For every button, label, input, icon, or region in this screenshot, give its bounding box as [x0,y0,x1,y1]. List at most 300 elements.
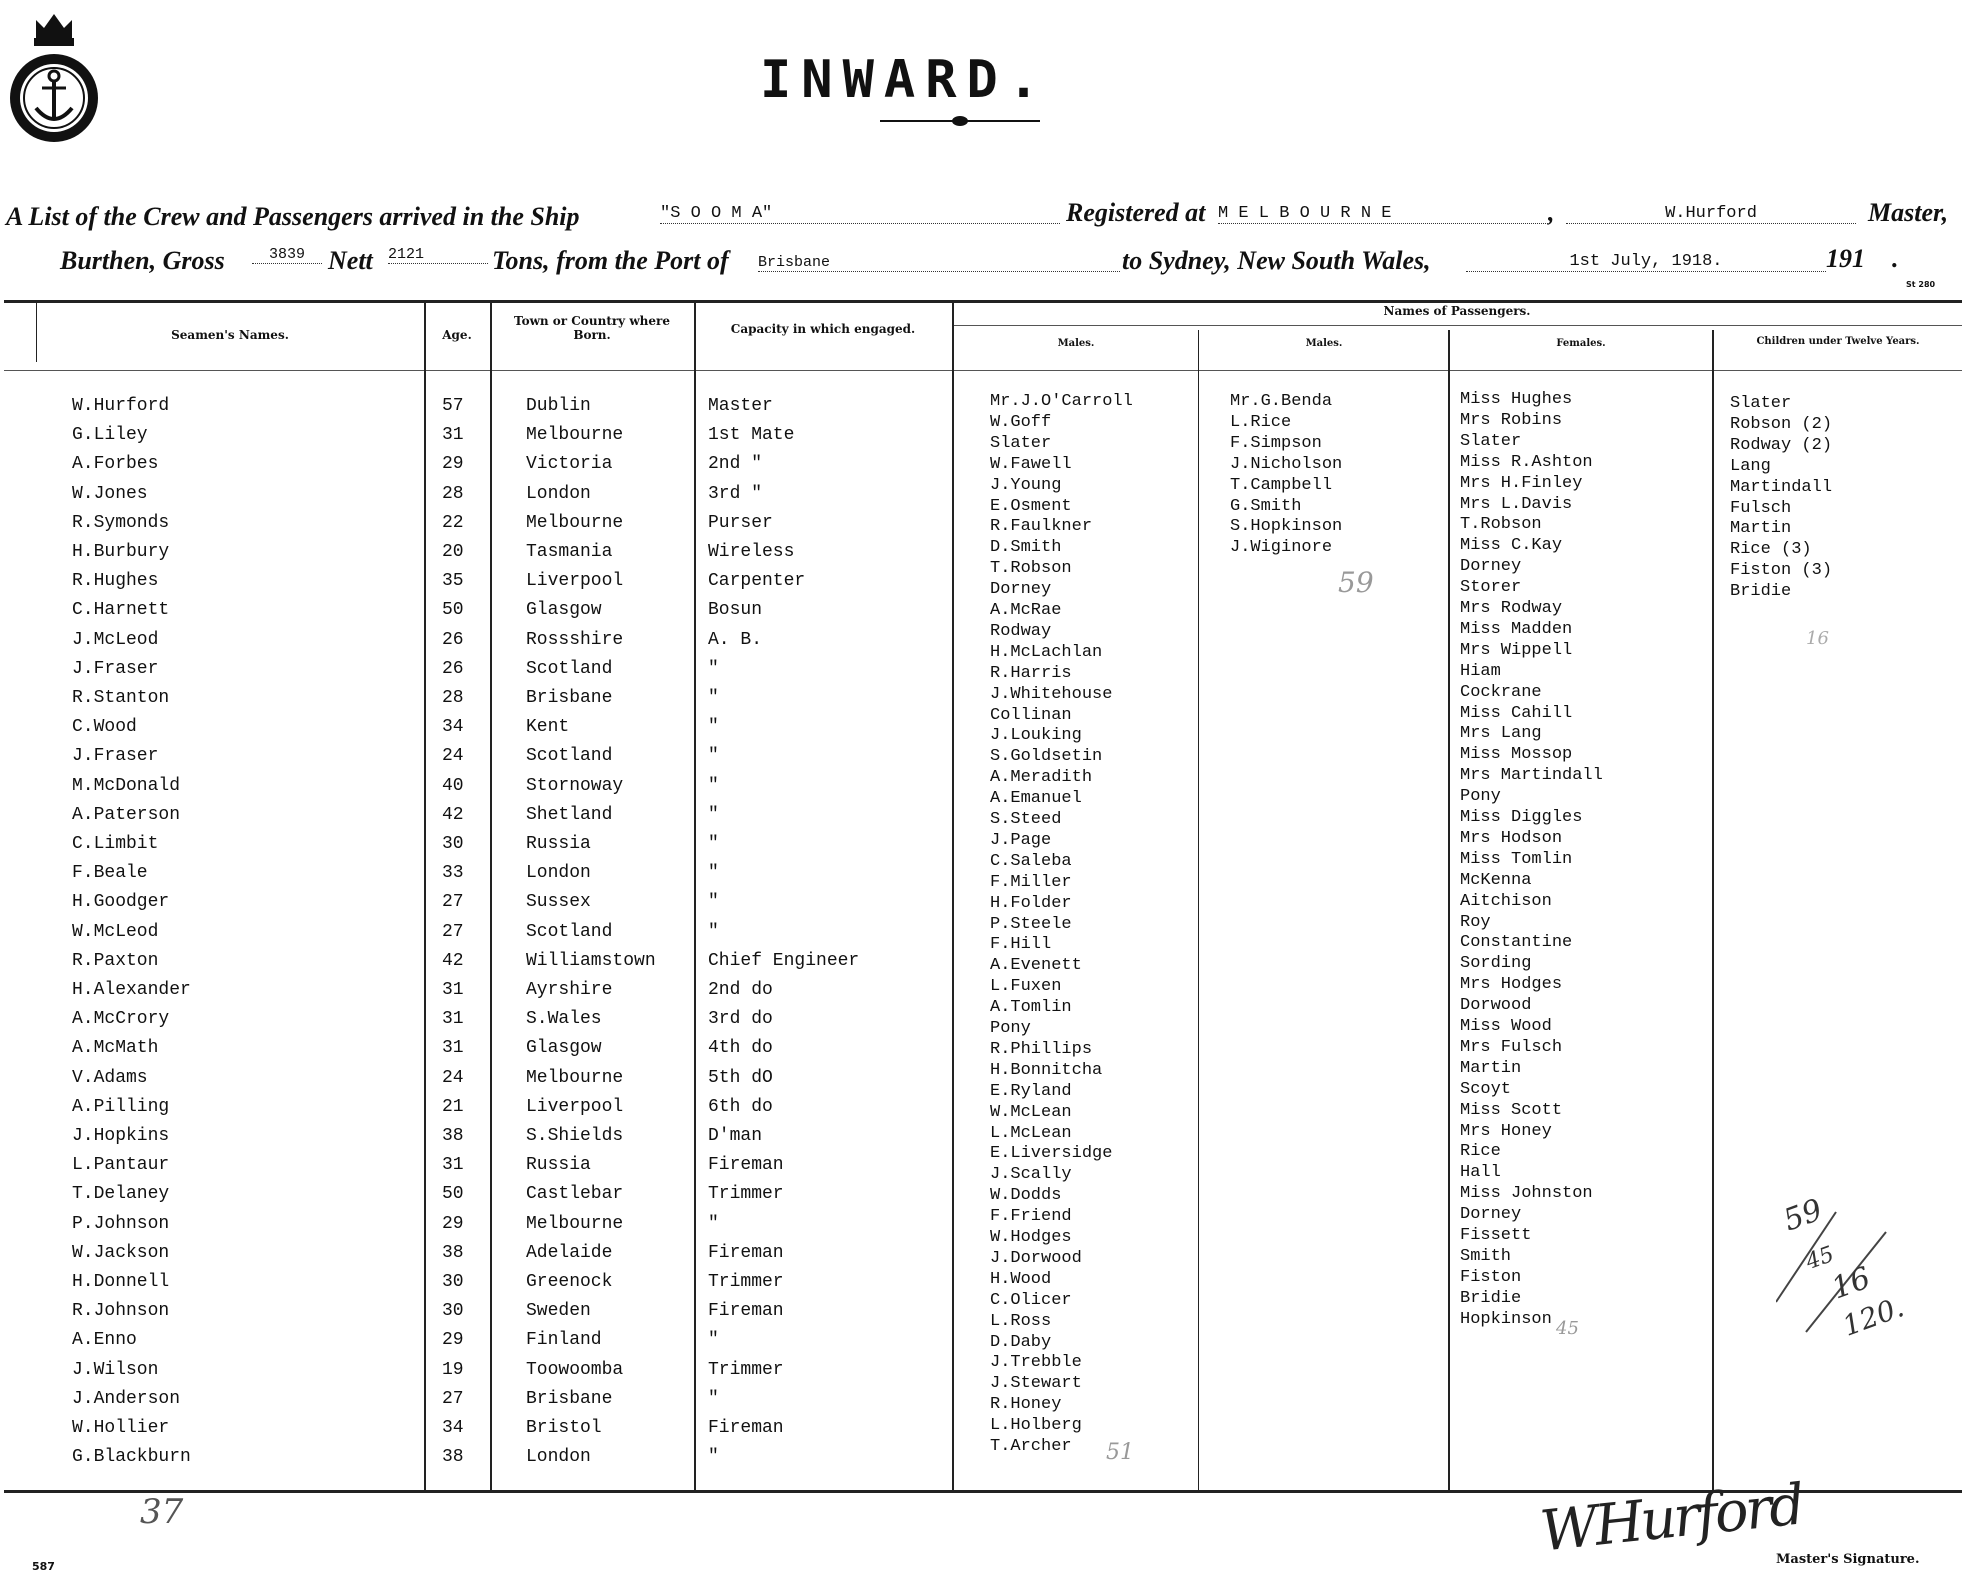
male-passenger: H.Bonnitcha [990,1061,1103,1080]
year-label: 191 [1826,244,1865,273]
male-passenger: F.Miller [990,873,1072,892]
tally-line-4: 120. [1838,1290,1909,1343]
female-passenger: Hopkinson [1460,1310,1552,1329]
male-passenger: J.Trebble [990,1353,1082,1372]
male-passenger: H.Wood [990,1270,1052,1289]
crew-capacity: " [708,659,719,679]
male-passenger: D.Smith [990,538,1062,557]
header-females: Females. [1556,338,1606,349]
female-passenger: Dorney [1460,557,1522,576]
crew-name: R.Stanton [72,688,170,708]
crew-birthplace: Russia [526,834,591,854]
male-passenger: J.Dorwood [990,1249,1082,1268]
child-passenger: Bridie [1730,582,1792,601]
crew-capacity: Chief Engineer [708,951,860,971]
crew-capacity: Wireless [708,542,795,562]
crew-age: 42 [442,805,464,825]
header-males-2: Males. [1305,338,1343,349]
crew-birthplace: Liverpool [526,1097,624,1117]
gross-tonnage-field: 3839 [252,246,322,264]
crew-birthplace: Scotland [526,746,613,766]
male-passenger: J.Louking [990,726,1082,745]
crew-name: J.Anderson [72,1389,181,1409]
crew-name: W.McLeod [72,922,159,942]
crew-birthplace: Sussex [526,892,591,912]
crew-capacity: Master [708,396,773,416]
crew-name: T.Delaney [72,1184,170,1204]
male-passenger: A.Emanuel [990,789,1082,808]
crew-capacity: 6th do [708,1097,773,1117]
child-passenger: Rice (3) [1730,540,1812,559]
crew-name: W.Hurford [72,396,170,416]
crew-capacity: Bosun [708,600,763,620]
page-number: 587 [32,1560,55,1573]
crew-age: 22 [442,513,464,533]
female-passenger: Martin [1460,1059,1522,1078]
crew-age: 38 [442,1243,464,1263]
male-passenger: E.Osment [990,497,1072,516]
child-passenger: Martindall [1730,478,1833,497]
male-passenger: W.Hodges [990,1228,1072,1247]
header-males-1: Males. [1057,338,1095,349]
crew-birthplace: Williamstown [526,951,656,971]
master-signature: WHurford [1537,1472,1805,1565]
male-passenger: J.Page [990,831,1052,850]
crew-name: J.Wilson [72,1360,159,1380]
female-passenger: McKenna [1460,871,1532,890]
crew-birthplace: Shetland [526,805,613,825]
crew-capacity: Fireman [708,1155,784,1175]
male-passenger: L.Holberg [990,1416,1082,1435]
female-passenger: Miss Hughes [1460,390,1573,409]
male-passenger: H.McLachlan [990,643,1103,662]
crew-age: 24 [442,746,464,766]
male-passenger: G.Smith [1230,497,1302,516]
male-passenger: T.Campbell [1230,476,1333,495]
crew-name: J.Fraser [72,746,159,766]
male-passenger: J.Wiginore [1230,538,1333,557]
male-passenger: D.Daby [990,1333,1052,1352]
female-passenger: Miss Tomlin [1460,850,1573,869]
male-passenger: Slater [990,434,1052,453]
female-passenger: Miss Cahill [1460,704,1573,723]
male-passenger: T.Archer [990,1437,1072,1456]
male-passenger: A.Evenett [990,956,1082,975]
males-total-annotation: 51 [1106,1440,1134,1465]
female-passenger: Rice [1460,1142,1501,1161]
crew-birthplace: Bristol [526,1418,602,1438]
male-passenger: H.Folder [990,894,1072,913]
crew-name: C.Limbit [72,834,159,854]
male-passenger: Dorney [990,580,1052,599]
crew-name: A.McMath [72,1038,159,1058]
female-passenger: Mrs Hodges [1460,975,1563,994]
crew-total-annotation: 37 [140,1492,184,1532]
female-passenger: Miss Johnston [1460,1184,1593,1203]
male-passenger: J.Whitehouse [990,685,1113,704]
male-passenger: S.Goldsetin [990,747,1103,766]
crew-age: 28 [442,688,464,708]
crew-capacity: 4th do [708,1038,773,1058]
female-passenger: Mrs L.Davis [1460,495,1573,514]
female-passenger: Dorwood [1460,996,1532,1015]
female-passenger: Fissett [1460,1226,1532,1245]
crew-name: J.Fraser [72,659,159,679]
crew-birthplace: Melbourne [526,513,624,533]
arrival-date-field: 1st July, 1918. [1466,252,1826,272]
crew-age: 38 [442,1126,464,1146]
crew-name: P.Johnson [72,1214,170,1234]
crew-capacity: Fireman [708,1418,784,1438]
crew-name: J.McLeod [72,630,159,650]
child-passenger: Lang [1730,457,1771,476]
female-passenger: Scoyt [1460,1080,1512,1099]
crew-age: 31 [442,980,464,1000]
year-dot: . [1892,244,1899,273]
crew-capacity: 3rd do [708,1009,773,1029]
nett-tonnage-field: 2121 [388,246,488,264]
male-passenger: A.Tomlin [990,998,1072,1017]
male-passenger: J.Stewart [990,1374,1082,1393]
crew-age: 21 [442,1097,464,1117]
female-passenger: Mrs Rodway [1460,599,1563,618]
male-passenger: J.Nicholson [1230,455,1343,474]
header-town-born: Town or Country where Born. [514,314,670,342]
crew-age: 31 [442,1009,464,1029]
crew-name: G.Blackburn [72,1447,191,1467]
male-passenger: Mr.J.O'Carroll [990,392,1133,411]
crew-age: 50 [442,600,464,620]
crew-age: 24 [442,1068,464,1088]
female-passenger: Miss Wood [1460,1017,1552,1036]
child-passenger: Slater [1730,394,1792,413]
male-passenger: F.Simpson [1230,434,1322,453]
crew-name: F.Beale [72,863,148,883]
header-age: Age. [442,328,472,342]
crew-name: R.Symonds [72,513,170,533]
crew-birthplace: Sweden [526,1301,591,1321]
crew-birthplace: Scotland [526,922,613,942]
female-passenger: Storer [1460,578,1522,597]
crew-age: 28 [442,484,464,504]
male-passenger: W.Fawell [990,455,1072,474]
header-seamen-names: Seamen's Names. [171,328,289,342]
child-passenger: Fulsch [1730,499,1792,518]
female-passenger: Miss Mossop [1460,745,1573,764]
male-passenger: F.Hill [990,935,1052,954]
crew-capacity: " [708,746,719,766]
crew-capacity: D'man [708,1126,763,1146]
burthen-label: Burthen, Gross [60,246,225,275]
crew-age: 33 [442,863,464,883]
crew-birthplace: London [526,1447,591,1467]
male-passenger: Rodway [990,622,1052,641]
male-passenger: Collinan [990,706,1072,725]
male-passenger: S.Steed [990,810,1062,829]
crew-birthplace: Toowoomba [526,1360,624,1380]
crew-capacity: " [708,1214,719,1234]
crew-name: M.McDonald [72,776,181,796]
crew-capacity: Trimmer [708,1272,784,1292]
female-passenger: Aitchison [1460,892,1552,911]
crew-birthplace: Glasgow [526,600,602,620]
registered-port-field: M E L B O U R N E [1218,204,1548,224]
crew-birthplace: Melbourne [526,1068,624,1088]
crew-capacity: " [708,1389,719,1409]
ship-name-field: "S O O M A" [660,204,1060,224]
crew-age: 42 [442,951,464,971]
header-passengers: Names of Passengers. [1383,304,1531,318]
crew-name: H.Donnell [72,1272,170,1292]
crew-name: A.Enno [72,1330,137,1350]
male-passenger: L.Rice [1230,413,1292,432]
signature-caption: Master's Signature. [1776,1552,1920,1567]
crew-age: 19 [442,1360,464,1380]
crew-capacity: " [708,892,719,912]
crew-name: W.Hollier [72,1418,170,1438]
crew-birthplace: Ayrshire [526,980,613,1000]
males2-total-annotation: 59 [1338,566,1374,599]
crew-age: 27 [442,892,464,912]
crew-age: 29 [442,454,464,474]
male-passenger: R.Harris [990,664,1072,683]
female-passenger: Miss R.Ashton [1460,453,1593,472]
male-passenger: A.McRae [990,601,1062,620]
female-passenger: T.Robson [1460,515,1542,534]
crew-age: 31 [442,1155,464,1175]
crew-age: 27 [442,922,464,942]
female-passenger: Mrs Martindall [1460,766,1603,785]
crew-name: J.Hopkins [72,1126,170,1146]
tons-from-port-label: Tons, from the Port of [492,246,729,275]
crew-birthplace: Rossshire [526,630,624,650]
crew-birthplace: S.Wales [526,1009,602,1029]
female-passenger: Mrs Lang [1460,724,1542,743]
female-passenger: Mrs Hodson [1460,829,1563,848]
crew-birthplace: Scotland [526,659,613,679]
registered-at-label: Registered at [1066,198,1206,227]
crew-name: A.Paterson [72,805,181,825]
crew-age: 30 [442,1272,464,1292]
crew-name: A.Pilling [72,1097,170,1117]
crew-age: 40 [442,776,464,796]
male-passenger: C.Saleba [990,852,1072,871]
crew-age: 26 [442,630,464,650]
male-passenger: J.Young [990,476,1062,495]
child-passenger: Robson (2) [1730,415,1833,434]
crew-birthplace: Finland [526,1330,602,1350]
crew-birthplace: London [526,863,591,883]
female-passenger: Pony [1460,787,1501,806]
form-number: St 280 [1906,280,1936,289]
crew-name: H.Goodger [72,892,170,912]
crew-birthplace: Brisbane [526,688,613,708]
crew-age: 30 [442,834,464,854]
crew-capacity: Purser [708,513,773,533]
male-passenger: L.Ross [990,1312,1052,1331]
crew-birthplace: Stornoway [526,776,624,796]
female-passenger: Slater [1460,432,1522,451]
male-passenger: E.Liversidge [990,1144,1113,1163]
male-passenger: W.McLean [990,1103,1072,1122]
destination-label: to Sydney, New South Wales, [1122,246,1431,275]
crew-name: W.Jones [72,484,148,504]
crew-age: 26 [442,659,464,679]
child-passenger: Martin [1730,519,1792,538]
female-passenger: Miss Scott [1460,1101,1563,1120]
female-passenger: Constantine [1460,933,1573,952]
male-passenger: R.Faulkner [990,517,1093,536]
male-passenger: T.Robson [990,559,1072,578]
crew-age: 35 [442,571,464,591]
crew-name: W.Jackson [72,1243,170,1263]
crew-birthplace: Tasmania [526,542,613,562]
crew-birthplace: Liverpool [526,571,624,591]
master-label: Master, [1868,198,1949,227]
crew-capacity: Fireman [708,1301,784,1321]
male-passenger: W.Dodds [990,1186,1062,1205]
crew-name: C.Harnett [72,600,170,620]
crew-name: R.Hughes [72,571,159,591]
female-passenger: Cockrane [1460,683,1542,702]
crew-name: R.Johnson [72,1301,170,1321]
female-passenger: Hall [1460,1163,1501,1182]
crew-capacity: 3rd " [708,484,763,504]
male-passenger: R.Phillips [990,1040,1093,1059]
crew-birthplace: Castlebar [526,1184,624,1204]
crew-birthplace: Greenock [526,1272,613,1292]
crew-capacity: " [708,922,719,942]
crew-capacity: 2nd do [708,980,773,1000]
departure-port-field: Brisbane [758,254,1120,272]
crew-age: 31 [442,425,464,445]
male-passenger: Pony [990,1019,1031,1038]
registered-comma: , [1548,198,1555,227]
crew-capacity: " [708,863,719,883]
crew-age: 50 [442,1184,464,1204]
crew-capacity: 1st Mate [708,425,795,445]
male-passenger: P.Steele [990,915,1072,934]
crew-capacity: 5th dO [708,1068,773,1088]
crew-capacity: " [708,776,719,796]
crew-capacity: " [708,834,719,854]
crew-birthplace: Kent [526,717,570,737]
crew-name: V.Adams [72,1068,148,1088]
crew-birthplace: Adelaide [526,1243,613,1263]
children-total-annotation: 16 [1806,628,1829,649]
header-capacity: Capacity in which engaged. [730,322,916,336]
female-passenger: Mrs Robins [1460,411,1563,430]
form-title: INWARD. [760,50,1050,110]
female-passenger: Hiam [1460,662,1501,681]
female-passenger: Miss C.Kay [1460,536,1563,555]
male-passenger: L.Fuxen [990,977,1062,996]
crew-name: G.Liley [72,425,148,445]
male-passenger: S.Hopkinson [1230,517,1343,536]
crew-age: 30 [442,1301,464,1321]
crew-capacity: A. B. [708,630,763,650]
tally-line-3: 16 [1827,1260,1876,1307]
male-passenger: Mr.G.Benda [1230,392,1333,411]
male-passenger: F.Friend [990,1207,1072,1226]
child-passenger: Fiston (3) [1730,561,1833,580]
crew-name: R.Paxton [72,951,159,971]
female-passenger: Mrs Wippell [1460,641,1573,660]
crew-capacity: 2nd " [708,454,763,474]
male-passenger: L.McLean [990,1124,1072,1143]
crew-name: C.Wood [72,717,137,737]
crew-birthplace: Brisbane [526,1389,613,1409]
crew-name: A.McCrory [72,1009,170,1029]
female-passenger: Miss Diggles [1460,808,1583,827]
crew-capacity: " [708,688,719,708]
crew-capacity: Trimmer [708,1184,784,1204]
females-total-annotation: 45 [1556,1318,1579,1339]
crew-age: 34 [442,1418,464,1438]
female-passenger: Miss Madden [1460,620,1573,639]
female-passenger: Mrs Honey [1460,1122,1552,1141]
crew-age: 38 [442,1447,464,1467]
nett-label: Nett [328,246,373,275]
crew-birthplace: Melbourne [526,1214,624,1234]
crew-age: 31 [442,1038,464,1058]
header-children: Children under Twelve Years. [1756,336,1920,347]
crew-birthplace: Russia [526,1155,591,1175]
female-passenger: Bridie [1460,1289,1522,1308]
crew-capacity: " [708,717,719,737]
crew-age: 27 [442,1389,464,1409]
crew-capacity: Trimmer [708,1360,784,1380]
male-passenger: W.Goff [990,413,1052,432]
female-passenger: Mrs H.Finley [1460,474,1583,493]
child-passenger: Rodway (2) [1730,436,1833,455]
female-passenger: Sording [1460,954,1532,973]
crew-birthplace: Victoria [526,454,613,474]
crew-birthplace: Dublin [526,396,591,416]
crew-name: L.Pantaur [72,1155,170,1175]
crew-birthplace: London [526,484,591,504]
female-passenger: Mrs Fulsch [1460,1038,1563,1057]
crew-capacity: Carpenter [708,571,806,591]
female-passenger: Fiston [1460,1268,1522,1287]
male-passenger: C.Olicer [990,1291,1072,1310]
crew-age: 20 [442,542,464,562]
crew-birthplace: S.Shields [526,1126,624,1146]
female-passenger: Dorney [1460,1205,1522,1224]
crew-age: 29 [442,1330,464,1350]
crew-birthplace: Melbourne [526,425,624,445]
tally-line-2: 45 [1802,1241,1838,1276]
crew-age: 57 [442,396,464,416]
crew-capacity: " [708,805,719,825]
crew-birthplace: Glasgow [526,1038,602,1058]
tally-line-1: 59 [1779,1192,1828,1239]
crew-capacity: Fireman [708,1243,784,1263]
male-passenger: A.Meradith [990,768,1093,787]
female-passenger: Smith [1460,1247,1512,1266]
male-passenger: E.Ryland [990,1082,1072,1101]
crew-capacity: " [708,1447,719,1467]
crew-name: H.Burbury [72,542,170,562]
tally-annotation [1776,1192,1909,1343]
master-name-field: W.Hurford [1566,204,1856,224]
male-passenger: R.Honey [990,1395,1062,1414]
crew-name: A.Forbes [72,454,159,474]
male-passenger: J.Scally [990,1165,1072,1184]
crew-age: 34 [442,717,464,737]
crew-capacity: " [708,1330,719,1350]
crew-name: H.Alexander [72,980,191,1000]
